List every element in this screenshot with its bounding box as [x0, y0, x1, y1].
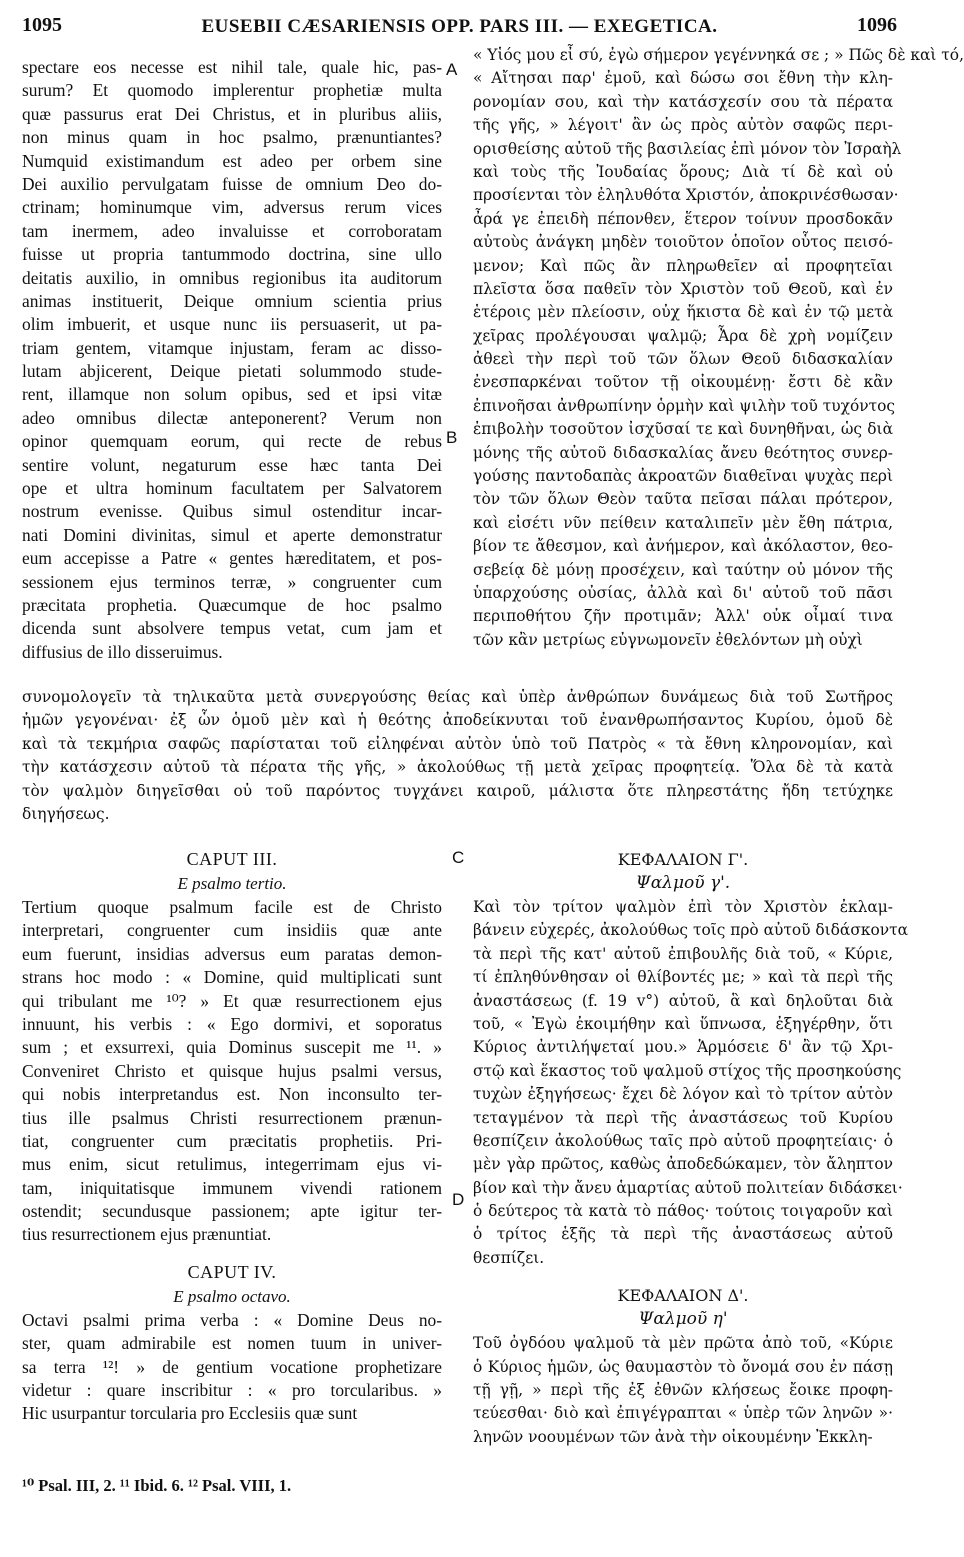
text-line: « Αἴτησαι παρ' ἐμοῦ, καὶ δώσω σοι ἔθνη τὴν κλη- — [473, 69, 893, 88]
text-line: ὁ Κύριος ἡμῶν, ὡς θαυμαστὸν τὸ ὄνομά σου ἐν πάσῃ — [473, 1357, 893, 1376]
text-line: περιποθήτου ζῆν προτιμᾶν; Ἀλλ' οὐκ οἶμαί τινα — [473, 607, 893, 626]
text-line: qui tribulant me ¹⁰? » Et quæ resurrectionem ejus — [22, 990, 442, 1011]
text-line: ὑπαρχούσης οὐσίας, ἀλλὰ καὶ δι' αὐτοῦ τοῦ πᾶσι — [473, 583, 893, 602]
text-line: fuisse ut propria tantummodo doctrina, sine ullo — [22, 244, 442, 265]
text-line: αὐτοὺς ἀνάγκη μηδὲν τοιοῦτον ὁποῖον οὗτος πεισό- — [473, 233, 893, 252]
text-line: βίον καὶ τὴν ἄνευ ἁμαρτίας αὐτοῦ πολιτείαν διδάσκει· — [473, 1178, 903, 1197]
kefalaion-3-subtitle: Ψαλμοῦ γ'. — [635, 873, 731, 893]
text-line: ορισθείσης αὐτοῦ τῆς βασιλείας ἐπὶ μόνον τὸν Ἰσραὴλ — [473, 139, 902, 158]
caput-3-subtitle: E psalmo tertio. — [177, 874, 287, 893]
text-line: ἐπινοῆσαι ἀνθρωπίνην ὁρμὴν καὶ ψιλὴν τοῦ τυχόντος — [473, 396, 895, 415]
greek-full-width — [22, 686, 893, 826]
text-line: interpretari, congruenter cum insidiis quæ ante — [22, 920, 442, 941]
text-line: animas instituerit, Deique omnium scientia prius — [22, 290, 442, 311]
text-line: nati Domini divinitas, simul et aperte demonstratur — [22, 524, 442, 545]
text-line: τὰ περὶ τῆς κατ' αὐτοῦ ἐπιβουλῆς διὰ τοῦ, « Κύριε, — [473, 944, 893, 963]
text-line: τῇ γῇ, » περὶ τῆς ἐξ ἐθνῶν κλήσεως ἔοικε προφη- — [473, 1381, 893, 1400]
text-line: non minus quam in hoc psalmo, prænuntiantes? — [22, 127, 442, 148]
text-line: Octavi psalmi prima verba : « Domine Deus no- — [22, 1309, 442, 1330]
text-line: ἡμῶν γεγονέναι· ἐξ ὧν ὁμοῦ μὲν καὶ ἡ θεότης ἀποδείκνυται τοῦ ἐνανθρωπήσαντος Κυρίου, ὁμοῦ δὲ — [22, 711, 893, 730]
text-line: qui nobis interpretandus est. Non inconsulto ter- — [22, 1084, 442, 1105]
margin-marker-b: B — [446, 428, 458, 447]
text-line: βίον τε ἄθεσμον, καὶ ἀνήμερον, καὶ ἀκόλαστον, θεο- — [473, 537, 893, 556]
text-line: τεύεσθαι· διὸ καὶ ἐπιγέγραπται « ὑπὲρ τῶν ληνῶν »· — [473, 1404, 893, 1423]
text-line: ἀναστάσεως (f. 19 v°) αὐτοῦ, ἃ καὶ δηλοῦται διὰ — [473, 991, 893, 1010]
text-line: innuunt, his verbis : « Ego dormivi, et soporatus — [22, 1013, 442, 1034]
text-line: καὶ εἰσέτι νῦν πείθειν καταλιπεῖν μὲν ἔθη πάτρια, — [473, 513, 893, 532]
text-line: θεσπίζει. — [473, 1248, 545, 1267]
text-line: Conveniret Christo et quisque hujus psalmi versus, — [22, 1060, 442, 1081]
text-line: spectare eos necesse est nihil tale, quale hic, pas- — [22, 57, 442, 77]
page-number-left: 1095 — [22, 14, 62, 36]
text-line: ὁ δεύτερος τὰ κατὰ τὸ πάθος· τούτοις τοιγαροῦν καὶ — [473, 1202, 893, 1221]
running-title: EUSEBII CÆSARIENSIS OPP. PARS III. — EXEGETICA. — [201, 16, 718, 37]
text-line: tius ille psalmus Christi resurrectionem prænun- — [22, 1107, 442, 1128]
kefalaion-4-subtitle: Ψαλμοῦ η' — [638, 1309, 728, 1330]
text-line: μενον; Καὶ πῶς ἂν πληρωθεῖεν αἱ προφητεῖαι — [473, 256, 893, 275]
text-line: eum fuerunt, insidias adversus eum paratas demon- — [22, 943, 442, 964]
text-line: καὶ τὰ τεκμήρια σαφῶς παρίσταται τοῦ εἰληφέναι αὐτὸν ὑπὸ τοῦ Πατρὸς « τὰ ἔθνη κληρονομίαν, καὶ — [22, 734, 893, 753]
latin-column-top — [22, 56, 442, 664]
text-line: sa terra ¹²! » de gentium vocatione prophetizare — [22, 1356, 442, 1377]
text-line: τὸν τῶν ὅλων Θεὸν ταῦτα πεῖσαι πάλαι πρότερον, — [473, 490, 893, 509]
text-line: lutam abjicerent, Deique pietati solummodo stude- — [22, 361, 442, 382]
text-line: sentire volunt, negaturum esse hæc tanta Dei — [22, 454, 442, 475]
text-line: nostrum evenisse. Quibus simul ostenditur incar- — [22, 501, 442, 522]
text-line: συνομολογεῖν τὰ τηλικαῦτα μετὰ συνεργούσης θείας καὶ ὑπὲρ ἀνθρώπων δυνάμεως διὰ τοῦ Σωτῆρος — [22, 688, 893, 706]
text-line: Dei auxilio pervulgatam fuisse de omnium Deo do- — [22, 173, 442, 194]
text-line: τὸν ψαλμὸν διηγεῖσθαι οὐ τοῦ παρόντος τυγχάνει καιροῦ, μάλιστα ὅτε πληρεστάτης ἤδη τετύχηκε — [22, 781, 893, 800]
caput-3-title: CAPUT III. — [186, 849, 278, 869]
greek-column-bottom — [473, 848, 908, 1449]
text-line: ostendit; secundusque passionem; apte igitur ter- — [22, 1201, 442, 1222]
text-line: quæ passurus erat Dei Christus, et in pluribus aliis, — [22, 103, 442, 124]
text-line: opinor quemquam eorum, qui recte de rebus — [22, 431, 442, 452]
margin-marker-c: C — [452, 848, 465, 867]
page-number-right: 1096 — [857, 14, 897, 36]
greek-column-top — [473, 44, 964, 652]
text-line: ἆρά γε ἐπειδὴ πέπονθεν, ἕτερον τοίνυν προσδοκᾶν — [473, 209, 893, 228]
caput-3-text — [22, 896, 442, 1247]
margin-marker-a: A — [446, 60, 458, 79]
text-line: tam, iniquitatisque immunem vivendi rationem — [22, 1177, 442, 1198]
text-line: τὴν κατάσχεσιν αὐτοῦ τὰ πέρατα τῆς γῆς, » ἀκολούθως τῇ μετὰ χεῖρας προφητείᾳ. Ὅλα δὲ τὰ κατὰ — [22, 758, 893, 777]
text-line: τί ἐπληθύνθησαν οἱ θλίβοντές με; » καὶ τὰ περὶ τῆς — [473, 968, 893, 987]
text-line: rent, illamque non solum opibus, sed et ipsi vitæ — [22, 384, 442, 405]
text-line: ρονομίαν σου, καὶ τὴν κατάσχεσίν σου τὰ πέρατα — [473, 92, 893, 111]
text-line: τοῦ, « Ἐγὼ ἐκοιμήθην καὶ ὕπνωσα, ἐξηγέρθην, ὅτι — [473, 1014, 893, 1033]
text-line: strans hoc modo : « Domine, quid multiplicati sunt — [22, 967, 442, 988]
text-line: tiat, congruenter cum præcitatis prophetiis. Pri- — [22, 1130, 442, 1151]
text-line: Τοῦ ὀγδόου ψαλμοῦ τὰ μὲν πρῶτα ἀπὸ τοῦ, «Κύριε — [473, 1334, 893, 1353]
text-line: τεταγμένον τὰ περὶ τῆς ἀναστάσεως τοῦ Κυρίου — [473, 1108, 893, 1127]
text-line: μόνης τῆς αὐτοῦ διδασκαλίας ἄνευ θεότητος συνερ- — [473, 443, 893, 462]
text-line: diffusius de illo disseruimus. — [22, 641, 223, 662]
text-line: τῶν κἂν μετρίως εὐγνωμονεῖν ἐθελόντων μὴ οὐχὶ — [473, 630, 863, 649]
text-line: videtur : quare inscribitur : « pro torcularibus. » — [22, 1380, 442, 1401]
caput-4-text — [22, 1309, 442, 1426]
text-line: καὶ τοὺς τῆς Ἰουδαίας ὅρους; Διὰ τί δὲ καὶ οὐ — [473, 162, 893, 181]
text-line: præcitata prophetia. Quæcumque de hoc psalmo — [22, 594, 442, 615]
text-line: προσίενται τὸν ἐληλυθότα Χριστόν, ἀποκρινέσθωσαν· — [473, 186, 899, 205]
text-line: mus enim, sicut retulimus, integerrimam ejus vi- — [22, 1154, 442, 1175]
text-line: Numquid existimandum est adeo per orbem sine — [22, 150, 442, 171]
text-line: ἐπιβολὴν τοσοῦτον ἰσχῦσαί τε καὶ δυνηθῆναι, ὡς διὰ — [473, 420, 893, 439]
kefalaion-4-text — [473, 1332, 893, 1449]
text-line: ληνῶν νοουμένων τῶν ἀνὰ τὴν οἰκουμένην Ἐκκλη- — [473, 1427, 873, 1446]
text-line: Κύριος ἀντιλήψεταί μου.» Ἁρμόσειε δ' ἂν τῷ Χρι- — [473, 1038, 893, 1057]
text-line: θεσπίζειν ἀκολούθως ταῖς πρὸ αὐτοῦ προφητείαις· ὁ — [473, 1131, 893, 1150]
text-line: dicenda sunt absolvere tempus vetat, cum jam et — [22, 618, 442, 639]
text-line: τῆς γῆς, » λέγοιτ' ἂν ὡς πρὸς αὐτὸν σαφῶς περι- — [473, 116, 893, 135]
margin-marker-d: D — [452, 1190, 465, 1209]
text-line: adeo omnibus dilectæ anteponerent? Verum non — [22, 407, 442, 428]
text-line: χεῖρας προλέγουσαι ψαλμῷ; Ἆρα δὲ χρὴ νομίζειν — [473, 326, 893, 345]
text-line: τυχὼν ἐξηγήσεως· ἔχει δὲ λόγον καὶ τὸ τρίτον αὐτὸν — [473, 1085, 893, 1104]
text-line: ope et ultra hominum facultatem per Salvatorem — [22, 478, 442, 499]
kefalaion-3-title: ΚΕΦΑΛΑΙΟΝ Γ'. — [617, 850, 749, 869]
text-line: στῷ καὶ ἕκαστος τοῦ ψαλμοῦ στίχος τῆς προσηκούσης — [473, 1061, 902, 1080]
text-line: ster, quam admirabile est nomen tuum in univer- — [22, 1333, 442, 1354]
page-header — [22, 14, 897, 44]
text-line: Καὶ τὸν τρίτον ψαλμὸν ἐπὶ τὸν Χριστὸν ἐκλαμ- — [473, 898, 893, 916]
text-line: μὲν γὰρ πρῶτος, καθὼς ἀποδεδώκαμεν, τὸν ἄληπτον — [473, 1155, 893, 1174]
kefalaion-4-title: ΚΕΦΑΛΑΙΟΝ Δ'. — [617, 1286, 749, 1306]
text-line: Hic usurpantur torcularia pro Ecclesiis quæ sunt — [22, 1403, 358, 1424]
text-line: « Υἱός μου εἶ σύ, ἐγὼ σήμερον γεγέννηκά σε ; » Πῶς δὲ καὶ τό, — [473, 46, 964, 64]
caput-4-title: CAPUT IV. — [187, 1261, 277, 1282]
text-line: triam gentem, vitamque injustam, feram ac disso- — [22, 337, 442, 358]
text-line: ἑτέροις μὲν πλείοσιν, οὐχ ἥκιστα δὲ καὶ ἐν τῷ μετὰ — [473, 303, 893, 322]
text-line: γούσης παντοδαπὰς ἀκροατῶν διαθεῖναι ψυχὰς περὶ — [473, 467, 893, 486]
text-line: deitatis auxilio, in omnibus regionibus ita auditorum — [22, 267, 442, 288]
text-line: eum accepisse a Patre « gentes hæreditatem, et pos- — [22, 548, 442, 569]
text-line: ἀθεεὶ τὴν περὶ τοῦ τῶν ὅλων Θεοῦ διδασκαλίαν — [473, 350, 893, 369]
text-line: Tertium quoque psalmum facile est de Christo — [22, 897, 442, 917]
text-line: tam inermem, adeo invaluisse et corroboratam — [22, 220, 442, 241]
text-line: ἐνεσπαρκέναι τοῦτον τῇ οἰκουμένῃ· ἔστι δὲ κἂν — [473, 373, 893, 392]
text-line: olim imbuerit, et usque nunc iis persuaserit, ut pa- — [22, 314, 442, 335]
text-line: ctrinam; hominumque vim, adversus rerum vices — [22, 197, 442, 218]
text-line: βάνειν εὐχερές, ἀκολούθως τοῖς πρὸ αὐτοῦ διδάσκοντα — [473, 921, 908, 940]
text-line: σεβείᾳ δὲ μόνῃ προσέχειν, καὶ ταύτην οὐ μόνον τῆς — [473, 560, 893, 579]
text-line: surum? Et quomodo implerentur prophetiæ multa — [22, 80, 442, 101]
footnotes: ¹⁰ Psal. III, 2. ¹¹ Ibid. 6. ¹² Psal. VIII, 1. — [22, 1476, 292, 1495]
text-line: sum ; et exsurrexi, quia Dominus suscepit me ¹¹. » — [22, 1037, 442, 1058]
text-line: διηγήσεως. — [22, 804, 110, 823]
text-line: sessionem ejus terminos terræ, » congruenter cum — [22, 571, 442, 592]
latin-column-bottom — [22, 848, 442, 1426]
caput-4-subtitle: E psalmo octavo. — [173, 1286, 291, 1306]
text-line: ὁ τρίτος ἑξῆς τὰ περὶ τῆς ἀναστάσεως αὐτοῦ — [473, 1225, 893, 1244]
text-line: tius resurrectionem ejus prænuntiat. — [22, 1224, 272, 1245]
text-line: πλεῖστα ὅσα παθεῖν τὸν Χριστὸν τοῦ Θεοῦ, καὶ ἐν — [473, 279, 893, 298]
kefalaion-3-text — [473, 896, 908, 1270]
